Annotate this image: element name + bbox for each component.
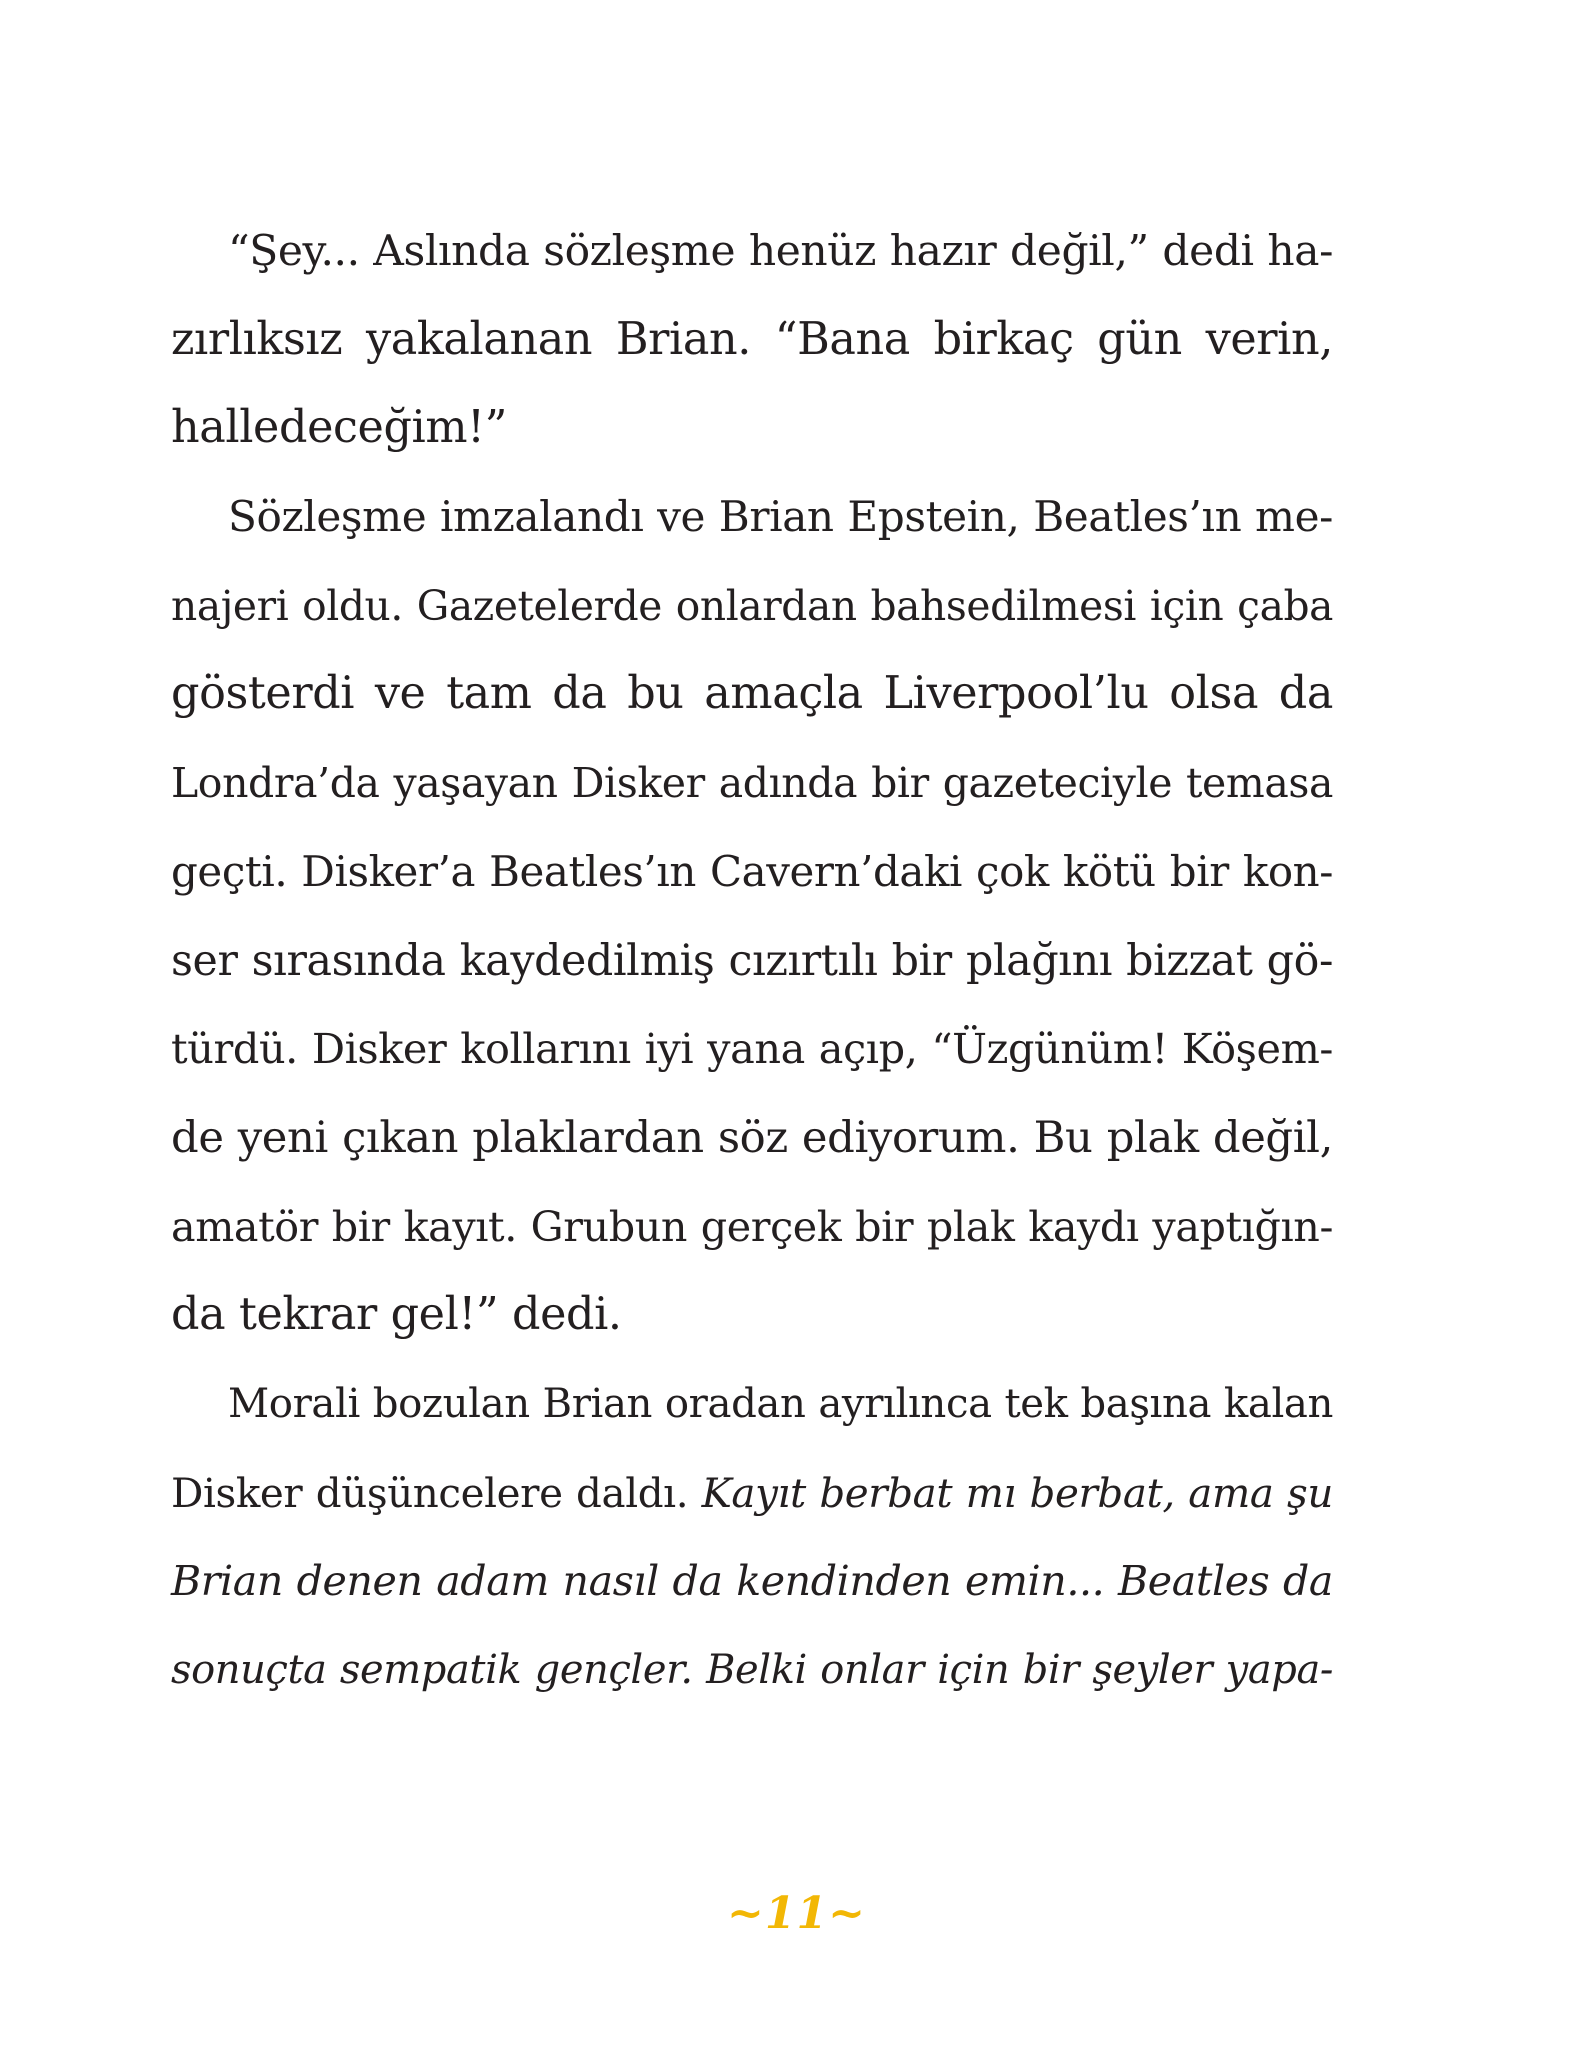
text-line: najeri oldu. Gazetelerde onlardan bahsedilmesi için çaba — [171, 581, 1333, 630]
text-line: halledeceğim!” — [171, 402, 508, 454]
page-number: ~11~ — [727, 1888, 866, 1939]
italic-text: Kayıt berbat mı berbat, ama şu — [701, 1468, 1333, 1517]
text-line: amatör bir kayıt. Grubun gerçek bir plak kaydı yaptığın- — [171, 1202, 1333, 1251]
body-text — [171, 207, 1333, 1715]
text-line: Sözleşme imzalandı ve Brian Epstein, Beatles’ın me- — [228, 492, 1333, 542]
text-line: geçti. Disker’a Beatles’ın Cavern’daki çok kötü bir kon- — [171, 846, 1333, 896]
text-line: ser sırasında kaydedilmiş cızırtılı bir plağını bizzat gö- — [171, 935, 1333, 986]
text-line: “Şey... Aslında sözleşme henüz hazır değil,” dedi ha- — [228, 226, 1333, 275]
text-line: türdü. Disker kollarını iyi yana açıp, “Üzgünüm! Köşem- — [171, 1025, 1333, 1074]
text-line: gösterdi ve tam da bu amaçla Liverpool’lu olsa da — [171, 668, 1333, 720]
text-line-mixed — [171, 1449, 1333, 1538]
plain-text: Disker düşüncelere daldı. — [171, 1468, 702, 1517]
text-line-italic: Brian denen adam nasıl da kendinden emin... Beatles da — [171, 1557, 1333, 1606]
text-line-italic: sonuçta sempatik gençler. Belki onlar için bir şeyler yapa- — [171, 1647, 1333, 1693]
text-line: da tekrar gel!” dedi. — [171, 1289, 622, 1341]
text-line: Morali bozulan Brian oradan ayrılınca tek başına kalan — [228, 1380, 1333, 1427]
text-line: Londra’da yaşayan Disker adında bir gazeteciyle temasa — [171, 759, 1333, 808]
text-line: zırlıksız yakalanan Brian. “Bana birkaç gün verin, — [171, 313, 1333, 365]
text-line: de yeni çıkan plaklardan söz ediyorum. Bu plak değil, — [171, 1112, 1333, 1163]
